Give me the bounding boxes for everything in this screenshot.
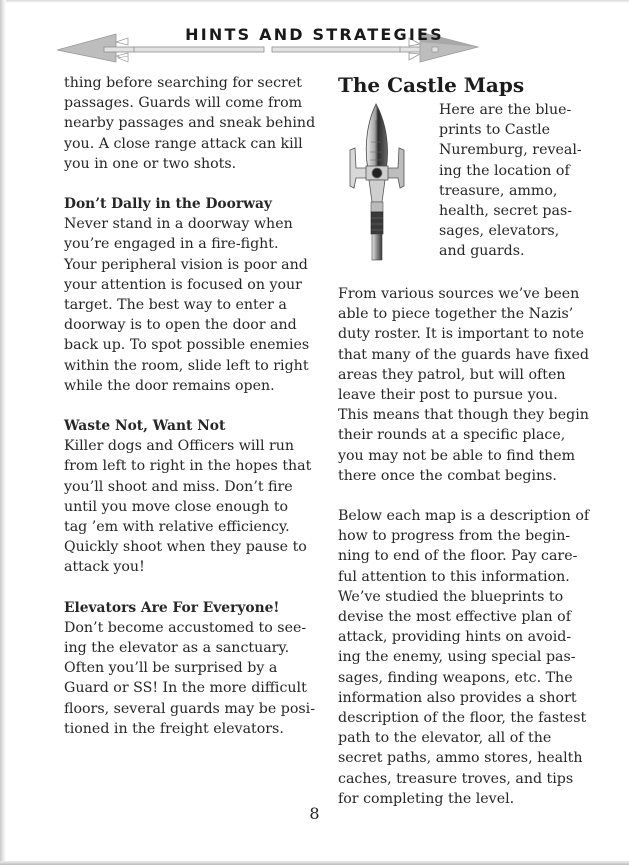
text-line: attack, providing hints on avoid- [338, 629, 572, 646]
text-line: from left to right in the hopes that [64, 458, 312, 475]
header-title: HINTS AND STRATEGIES [185, 25, 444, 44]
text-line: prints to Castle [439, 122, 551, 139]
text-line: areas they patrol, but will often [338, 366, 566, 383]
text-line: doorway is to open the door and [64, 317, 297, 334]
text-line: tag ’em with relative efficiency. [64, 519, 290, 536]
text-line: until you move close enough to [64, 498, 289, 515]
continuation-paragraph [64, 73, 324, 174]
text-line: attack you! [64, 559, 145, 576]
paragraph-map-descriptions [338, 506, 598, 809]
text-line: your attention is focused on your [64, 276, 302, 293]
page-number: 8 [309, 804, 320, 823]
right-column [338, 73, 598, 829]
text-line: target. The best way to enter a [64, 297, 287, 314]
page-edge-bottom [0, 861, 629, 865]
text-line: description of the floor, the fastest [338, 710, 587, 727]
text-line: caches, treasure troves, and tips [338, 770, 574, 787]
text-line: health, secret pas- [439, 203, 573, 220]
text-line: Nuremburg, reveal- [439, 142, 582, 159]
text-line: floors, several guards may be posi- [64, 700, 315, 717]
paragraph-duty-roster [338, 284, 598, 486]
left-column [64, 73, 324, 759]
text-line: Guard or SS! In the more difficult [64, 680, 307, 697]
page-header [0, 0, 629, 70]
page-edge-left [0, 0, 6, 865]
text-line: nearby passages and sneak behind [64, 115, 316, 132]
text-line: within the room, slide left to right [64, 357, 309, 374]
text-line: there once the combat begins. [338, 467, 557, 484]
text-line: and guards. [439, 243, 525, 260]
text-line: able to piece together the Nazis’ [338, 306, 574, 323]
text-line: devise the most effective plan of [338, 609, 571, 626]
tip-section-elevators [64, 598, 324, 739]
text-line: sages, elevators, [439, 223, 560, 240]
text-line: you’re engaged in a fire-fight. [64, 236, 279, 253]
text-line: tioned in the freight elevators. [64, 720, 284, 737]
text-line: for completing the level. [338, 790, 515, 807]
text-line: This means that though they begin [338, 407, 589, 424]
text-line: you. A close range attack can kill [64, 135, 303, 152]
section-title: The Castle Maps [338, 73, 525, 97]
text-line: you’ll shoot and miss. Don’t fire [64, 478, 293, 495]
text-line: passages. Guards will come from [64, 95, 303, 112]
text-line: ful attention to this information. [338, 568, 570, 585]
text-line: Never stand in a doorway when [64, 216, 293, 233]
text-line: Quickly shoot when they pause to [64, 539, 307, 556]
intro-paragraph [439, 100, 582, 262]
text-line: Killer dogs and Officers will run [64, 438, 295, 455]
text-line: Often you’ll be surprised by a [64, 660, 278, 677]
text-line: duty roster. It is important to note [338, 326, 584, 343]
tip-section-waste-not [64, 416, 324, 578]
text-line: thing before searching for secret [64, 75, 302, 91]
tip-heading: Elevators Are For Everyone! [64, 599, 280, 616]
text-line: ing the enemy, using special pas- [338, 649, 576, 666]
text-line: We’ve studied the blueprints to [338, 588, 564, 605]
text-line: Don’t become accustomed to see- [64, 619, 307, 636]
text-line: you may not be able to find them [338, 447, 576, 464]
text-line: that many of the guards have fixed [338, 346, 589, 363]
text-line: ing the elevator as a sanctuary. [64, 640, 290, 657]
text-line: ning to end of the floor. Pay care- [338, 548, 578, 565]
text-line: their rounds at a specific place, [338, 427, 566, 444]
text-line: information also provides a short [338, 689, 577, 706]
text-line: Your peripheral vision is poor and [64, 256, 308, 273]
text-line: while the door remains open. [64, 377, 275, 394]
text-line: how to progress from the begin- [338, 528, 571, 545]
text-line: sages, finding weapons, etc. The [338, 669, 573, 686]
text-line: secret paths, ammo stores, health [338, 750, 583, 767]
text-line: leave their post to pursue you. [338, 387, 558, 404]
text-line: you in one or two shots. [64, 155, 237, 172]
text-line: Here are the blue- [439, 102, 572, 118]
text-line: treasure, ammo, [439, 182, 558, 199]
text-line: ing the location of [439, 162, 570, 179]
tip-heading: Don’t Dally in the Doorway [64, 196, 272, 213]
text-line: path to the elevator, all of the [338, 730, 552, 747]
tip-section-doorway [64, 194, 324, 396]
text-line: Below each map is a description of [338, 508, 590, 525]
spear-icon [342, 102, 412, 262]
text-line: From various sources we’ve been [338, 286, 580, 302]
text-line: back up. To spot possible enemies [64, 337, 310, 354]
intro-block [338, 100, 598, 284]
tip-heading: Waste Not, Want Not [64, 418, 226, 435]
